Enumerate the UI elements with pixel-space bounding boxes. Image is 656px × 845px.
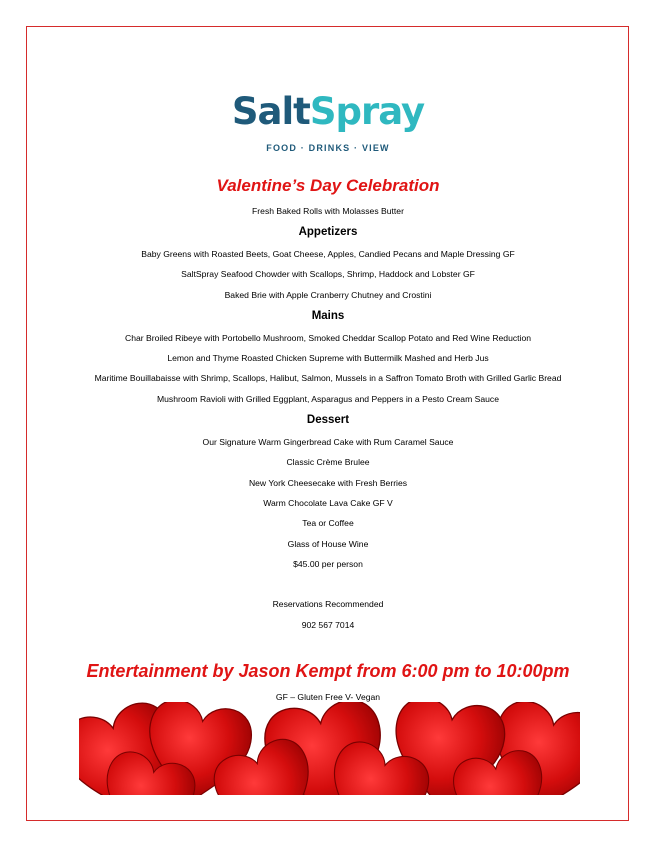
dietary-legend: GF – Gluten Free V- Vegan [275,692,381,702]
menu-item: Mushroom Ravioli with Grilled Eggplant, Asparagus and Peppers in a Pesto Cream Sauce [156,394,500,404]
saltspray-logo [0,88,656,136]
menu-item: Baby Greens with Roasted Beets, Goat Cheese, Apples, Candied Pecans and Maple Dressing GF [141,249,515,259]
menu-item: Maritime Bouillabaisse with Shrimp, Scallops, Halibut, Salmon, Mussels in a Saffron Tomato Broth with Grilled Garlic Bread [94,373,562,383]
section-heading-appetizers: Appetizers [298,226,358,238]
menu-item: Lemon and Thyme Roasted Chicken Supreme with Buttermilk Mashed and Herb Jus [167,353,489,363]
reservations-line: Reservations Recommended [272,599,384,609]
logo-salt-text: Salt [231,90,310,133]
section-heading-dessert: Dessert [306,414,350,426]
menu-item: Our Signature Warm Gingerbread Cake with Rum Caramel Sauce [202,437,454,447]
logo-spray-text: Spray [309,90,425,133]
phone-number: 902 567 7014 [301,620,355,630]
hearts-image [79,702,580,795]
menu-item: Char Broiled Ribeye with Portobello Mushroom, Smoked Cheddar Scallop Potato and Red Wine Reduction [124,333,532,343]
entertainment-banner: Entertainment by Jason Kempt from 6:00 pm to 10:00pm [86,661,570,681]
price-line: $45.00 per person [293,559,363,569]
menu-item: New York Cheesecake with Fresh Berries [248,478,408,488]
menu-item: Warm Chocolate Lava Cake GF V [263,498,393,508]
menu-intro: Fresh Baked Rolls with Molasses Butter [252,206,404,216]
logo-tagline: FOOD · DRINKS · VIEW [266,143,390,153]
section-heading-mains: Mains [311,310,345,322]
menu-item: SaltSpray Seafood Chowder with Scallops, Shrimp, Haddock and Lobster GF [181,269,475,279]
menu-item: Classic Crème Brulee [286,457,370,467]
wine-line: Glass of House Wine [287,539,369,549]
beverage-line: Tea or Coffee [302,518,354,528]
menu-title: Valentine’s Day Celebration [216,176,440,195]
menu-item: Baked Brie with Apple Cranberry Chutney and Crostini [224,290,432,300]
